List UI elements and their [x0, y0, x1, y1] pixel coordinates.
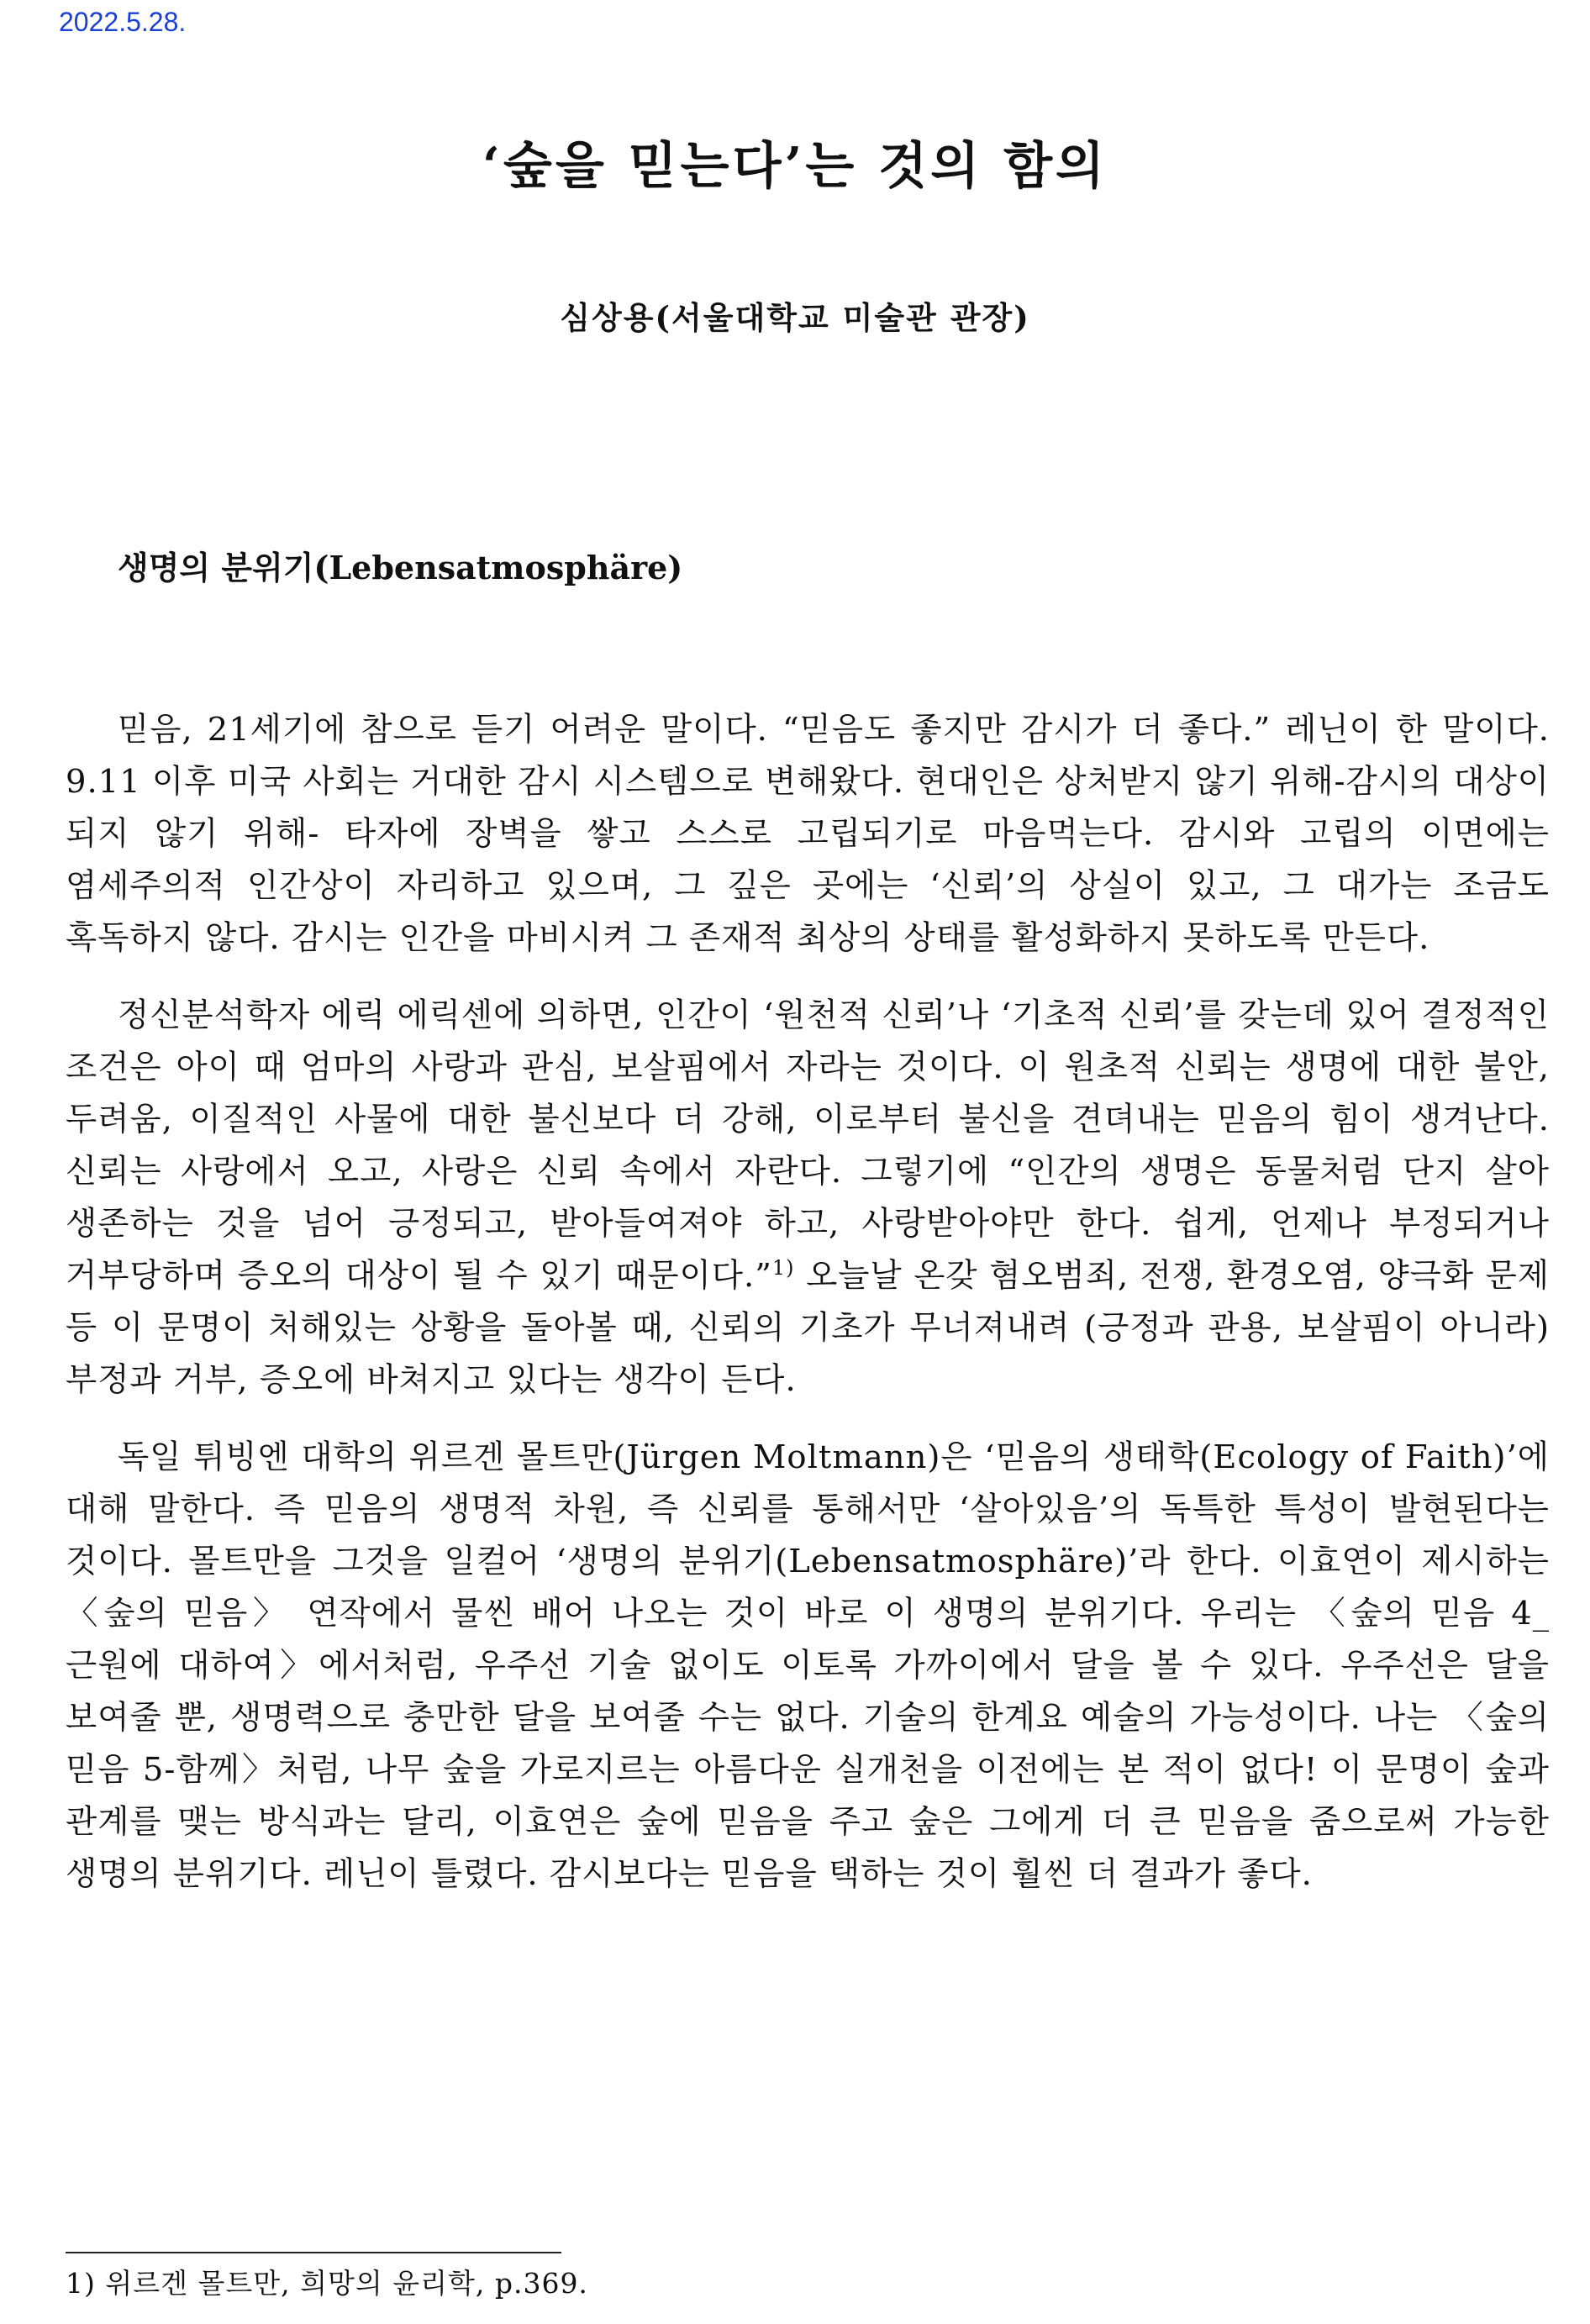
footnote-1: 1) 위르겐 몰트만, 희망의 윤리학, p.369. — [66, 2267, 588, 2300]
document-title: ‘숲을 믿는다’는 것의 함의 — [482, 137, 1108, 196]
paragraph-2-text-before-ref: 정신분석학자 에릭 에릭센에 의하면, 인간이 ‘원천적 신뢰’나 ‘기초적 신뢰’를 갖는데 있어 결정적인 조건은 아이 때 엄마의 사랑과 관심, 보살핌에서 자라는 것이다. 이 원초적 신뢰는 생명에 대한 불안, 두려움, 이질적인 사물에 대한 불신보다 더 강해, 이로부터 불신을 견뎌내는 믿음의 힘이 생겨난다. 신뢰는 사랑에서 오고, 사랑은 신뢰 속에서 자란다. 그렇기에 “인간의 생명은 동물처럼 단지 살아 생존하는 것을 넘어 긍정되고, 받아들여져야 하고, 사랑받아야만 한다. 쉽게, 언제나 부정되거나 거부당하며 증오의 대상이 될 수 있기 때문이다.” — [66, 996, 1550, 1295]
paragraph-2 — [66, 990, 1550, 1406]
footnote-divider — [66, 2252, 561, 2253]
document-author: 심상용(서울대학교 미술관 관장) — [560, 299, 1030, 336]
section-heading: 생명의 분위기(Lebensatmosphäre) — [118, 549, 683, 586]
body-text — [66, 704, 1550, 1926]
footnote-reference: 1) — [771, 1256, 795, 1280]
paragraph-1: 믿음, 21세기에 참으로 듣기 어려운 말이다. “믿음도 좋지만 감시가 더 좋다.” 레닌이 한 말이다. 9.11 이후 미국 사회는 거대한 감시 시스템으로 변해왔다. 현대인은 상처받지 않기 위해-감시의 대상이 되지 않기 위해- 타자에 장벽을 쌓고 스스로 고립되기로 마음먹는다. 감시와 고립의 이면에는 염세주의적 인간상이 자리하고 있으며, 그 깊은 곳에는 ‘신뢰’의 상실이 있고, 그 대가는 조금도 혹독하지 않다. 감시는 인간을 마비시켜 그 존재적 최상의 상태를 활성화하지 못하도록 만든다. — [66, 711, 1550, 957]
document-date: 2022.5.28. — [59, 7, 187, 37]
paragraph-2-text-after-ref: 오늘날 온갖 혐오범죄, 전쟁, 환경오염, 양극화 문제 등 이 문명이 처해있는 상황을 돌아볼 때, 신뢰의 기초가 무너져내려 (긍정과 관용, 보살핌이 아니라) 부정과 거부, 증오에 바쳐지고 있다는 생각이 든다. — [66, 1257, 1550, 1399]
paragraph-3: 독일 튀빙엔 대학의 위르겐 몰트만(Jürgen Moltmann)은 ‘믿음의 생태학(Ecology of Faith)’에 대해 말한다. 즉 믿음의 생명적 차원, 즉 신뢰를 통해서만 ‘살아있음’의 독특한 특성이 발현된다는 것이다. 몰트만을 그것을 일컬어 ‘생명의 분위기(Lebensatmosphäre)’라 한다. 이효연이 제시하는 〈숲의 믿음〉 연작에서 물씬 배어 나오는 것이 바로 이 생명의 분위기다. 우리는 〈숲의 믿음 4_근원에 대하여〉에서처럼, 우주선 기술 없이도 이토록 가까이에서 달을 볼 수 있다. 우주선은 달을 보여줄 뿐, 생명력으로 충만한 달을 보여줄 수는 없다. 기술의 한계요 예술의 가능성이다. 나는 〈숲의 믿음 5-함께〉처럼, 나무 숲을 가로지르는 아름다운 실개천을 이전에는 본 적이 없다! 이 문명이 숲과 관계를 맺는 방식과는 달리, 이효연은 숲에 믿음을 주고 숲은 그에게 더 큰 믿음을 줌으로써 가능한 생명의 분위기다. 레닌이 틀렸다. 감시보다는 믿음을 택하는 것이 훨씬 더 결과가 좋다. — [66, 1438, 1550, 1893]
